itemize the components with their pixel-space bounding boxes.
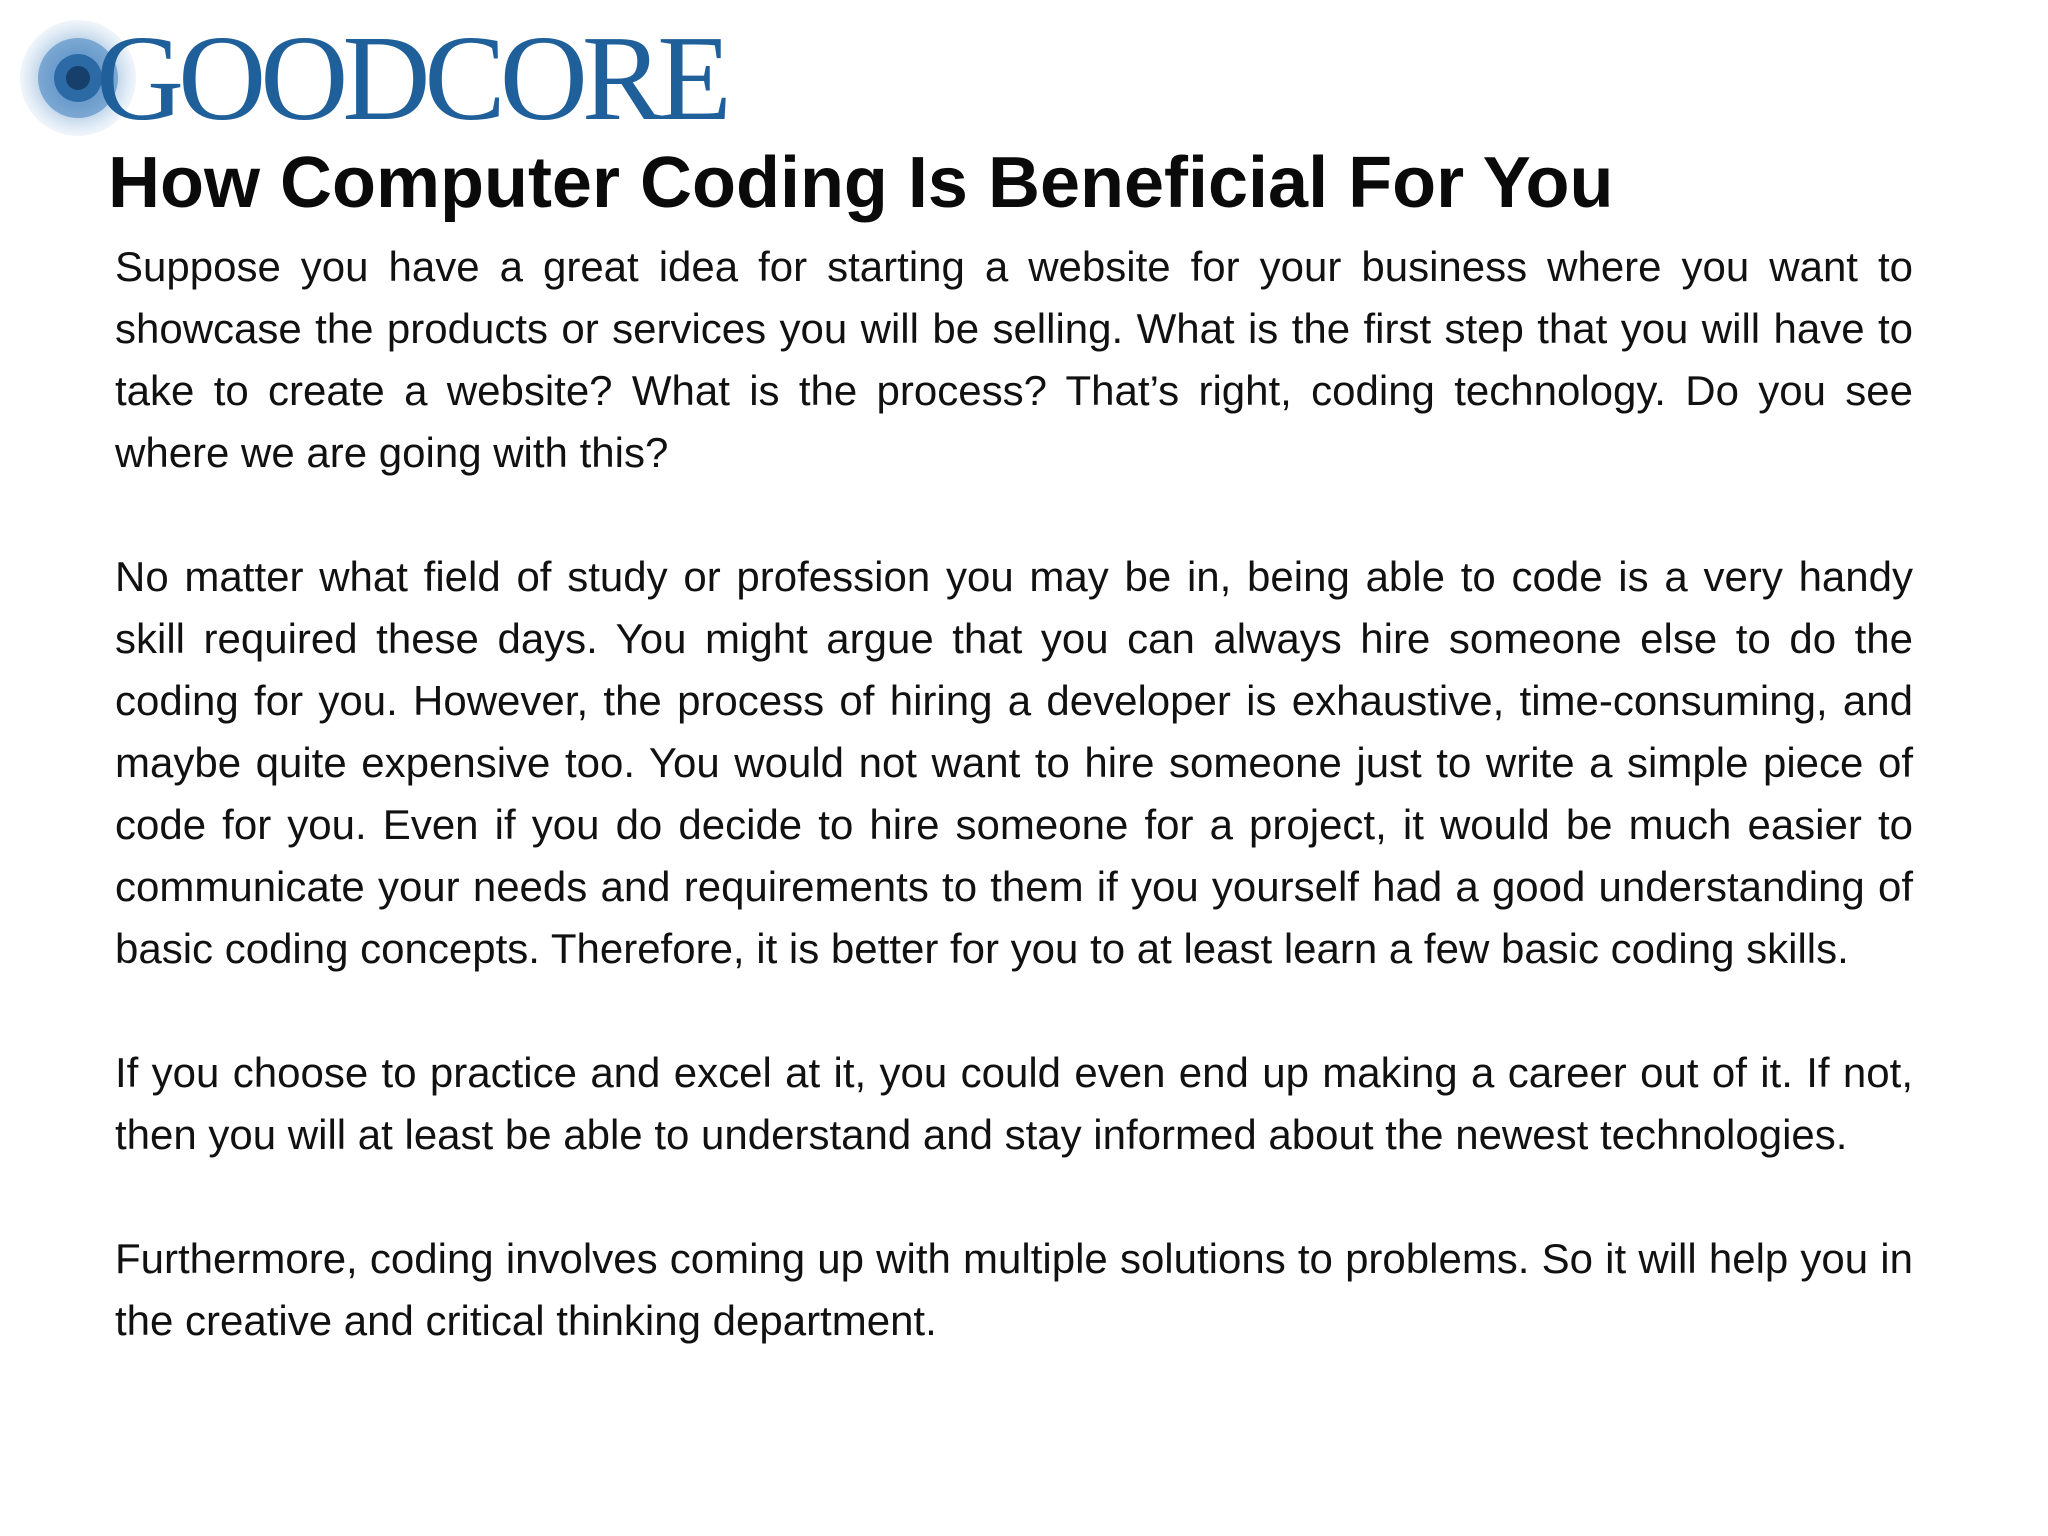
paragraph-2: No matter what field of study or profession you may be in, being able to code is a very handy skill required these days. You might argue that you can always hire someone else to do the coding for you. However, the process of hiring a developer is exhaustive, time-consuming, and maybe quite expensive too. You would not want to hire someone just to write a simple piece of code for you. Even if you do decide to hire someone for a project, it would be much easier to communicate your needs and requirements to them if you yourself had a good understanding of basic coding concepts. Therefore, it is better for you to at least learn a few basic coding skills.: [115, 553, 1913, 972]
goodcore-logo: [18, 11, 738, 146]
paragraph-4: Furthermore, coding involves coming up with multiple solutions to problems. So it will help you in the creative and critical thinking department.: [115, 1235, 1913, 1344]
logo-wordmark: GOODCORE: [96, 11, 726, 146]
document-body: [115, 236, 1913, 1414]
page-title: How Computer Coding Is Beneficial For You: [108, 143, 1614, 223]
paragraph-3: If you choose to practice and excel at it, you could even end up making a career out of it. If not, then you will at least be able to understand and stay informed about the newest technologies.: [115, 1049, 1913, 1158]
paragraph-1: Suppose you have a great idea for starting a website for your business where you want to showcase the products or services you will be selling. What is the first step that you will have to take to create a website? What is the process? That’s right, coding technology. Do you see where we are going with this?: [115, 243, 1913, 476]
